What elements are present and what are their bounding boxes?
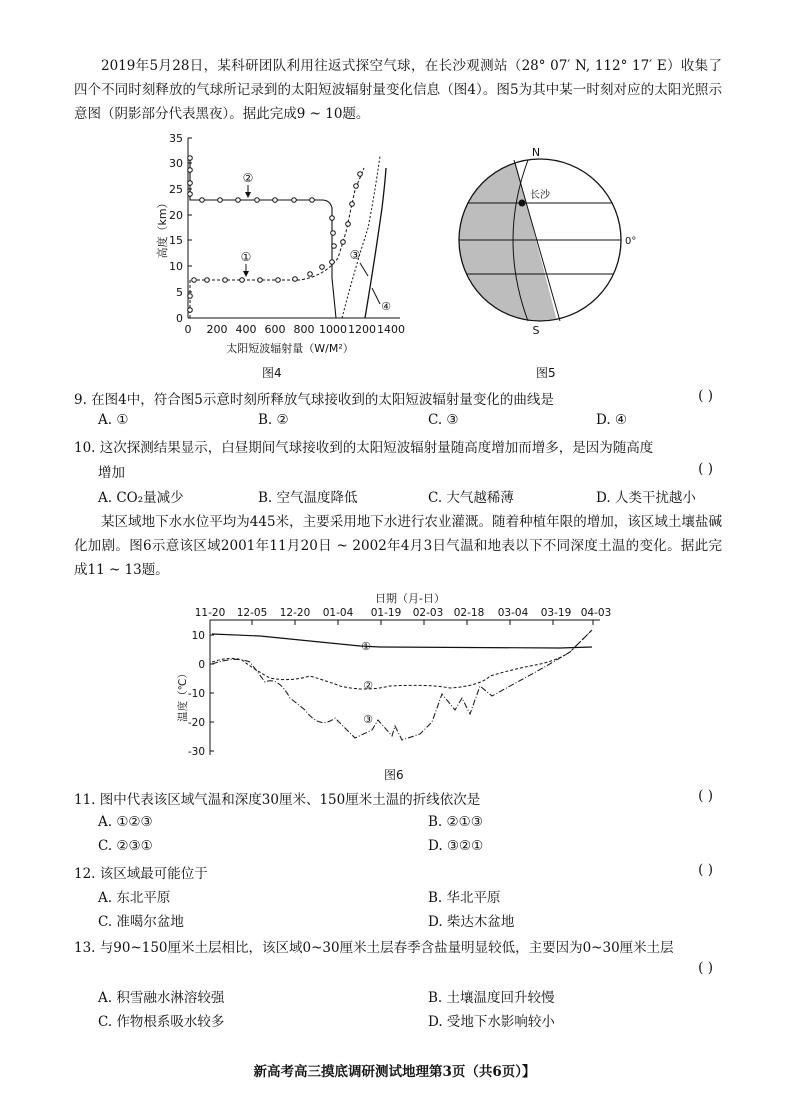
q9-option-d[interactable]: D. ④ [596,412,628,428]
fig4-curve-1 [190,168,364,318]
fig4-xtick: 400 [235,323,257,336]
fig6-date: 02-03 [412,607,444,619]
fig6-date: 03-19 [540,607,572,619]
fig6-ytick: -10 [187,688,205,700]
question-11-answer-box[interactable]: ( ) [698,788,713,804]
q11-option-b[interactable]: B. ②①③ [428,814,483,830]
fig4-curve-2-markers [188,156,337,249]
q10-option-c[interactable]: C. 大气越稀薄 [428,490,514,506]
fig6-ytick: 0 [198,659,205,671]
intro-paragraph-2: 某区域地下水水位平均为445米，主要采用地下水进行农业灌溉。随着种植年限的增加，该区域土壤盐碱化加剧。图6示意该区域2001年11月20日 ~ 2002年4月3日气温和地表以下不同深度土温的变化。据此完成11 ~ 13题。 [74,514,722,578]
fig4-ytick: 5 [176,286,183,299]
fig4-xtick: 200 [206,323,228,336]
fig4-ytick: 15 [169,234,183,247]
q13-option-a[interactable]: A. 积雪融水淋溶较强 [98,990,225,1006]
q11-option-c[interactable]: C. ②③① [98,838,153,854]
fig4-ytick: 10 [169,260,183,273]
figure-5-diagram [450,140,650,340]
intro-paragraph-1: 2019年5月28日，某科研团队利用往返式探空气球，在长沙观测站（28° 07′ N, 112° 17′ E）收集了四个不同时刻释放的气球所记录到的太阳短波辐射量变化信息（图4）。图5为其中某一时刻对应的太阳光照示意图（阴影部分代表黑夜）。据此完成9 ~ 10题。 [74,58,722,122]
fig4-xtick: 800 [293,323,315,336]
fig6-ylabel: 温度（℃） [177,668,189,722]
figure-4-chart [150,128,420,358]
q11-option-d[interactable]: D. ③②① [428,838,484,854]
q10-option-a[interactable]: A. CO₂量减少 [98,490,184,506]
fig4-x-ticks [185,323,406,336]
fig6-caption: 图6 [384,768,404,782]
figure-6-chart [177,590,620,765]
fig4-label-1: ① [240,250,252,264]
fig6-date: 01-04 [322,607,354,619]
page-footer: 新高考高三摸底调研测试地理第3页（共6页）】 [253,1064,536,1080]
question-10-answer-box[interactable]: ( ) [698,461,713,477]
fig4-xtick: 0 [184,323,192,336]
q10-option-b[interactable]: B. 空气温度降低 [258,490,358,506]
fig6-curve-3 [212,630,592,740]
q9-option-b[interactable]: B. ② [258,412,289,428]
fig6-date: 01-19 [370,607,402,619]
fig6-date: 12-05 [236,607,268,619]
question-10-stem: 10. 这次探测结果显示，白昼期间气球接收到的太阳短波辐射量随高度增加而增多，是因为随高度 [74,440,654,456]
q10-option-d[interactable]: D. 人类干扰越小 [596,490,696,506]
q12-option-d[interactable]: D. 柴达木盆地 [428,914,515,930]
question-9-stem: 9. 在图4中，符合图5示意时刻所释放气球接收到的太阳短波辐射量变化的曲线是 [74,392,554,408]
fig4-ytick: 35 [169,132,183,145]
fig5-south: S [532,324,540,337]
fig6-ytick: -20 [187,717,205,729]
fig5-equator: 0° [625,236,637,247]
fig6-date: 04-03 [580,607,612,619]
q12-option-b[interactable]: B. 华北平原 [428,890,501,906]
fig4-xlabel: 太阳短波辐射量（W/M²） [226,342,354,355]
question-13-stem: 13. 与90~150厘米土层相比，该区域0~30厘米土层春季含盐量明显较低，主要因为0~30厘米土层 [74,940,674,956]
question-10-stem-cont: 增加 [98,465,125,481]
fig5-north: N [531,146,541,159]
q9-option-c[interactable]: C. ③ [428,412,459,428]
q13-option-d[interactable]: D. 受地下水影响较小 [428,1014,555,1030]
fig4-caption: 图4 [262,366,282,380]
fig4-ytick: 20 [169,209,183,222]
fig6-date: 12-20 [279,607,311,619]
question-12-answer-box[interactable]: ( ) [698,862,713,878]
q13-option-c[interactable]: C. 作物根系吸水较多 [98,1014,225,1030]
question-11-stem: 11. 图中代表该区域气温和深度30厘米、150厘米土温的折线依次是 [74,792,481,808]
q13-option-b[interactable]: B. 土壤温度回升较慢 [428,990,555,1006]
fig6-label-1: ① [361,640,371,653]
fig4-xtick: 1200 [348,323,376,336]
q11-option-a[interactable]: A. ①②③ [98,814,153,830]
question-13-answer-box[interactable]: ( ) [698,960,713,976]
fig4-ytick: 30 [169,157,183,170]
fig4-ylabel: 高度（km） [156,197,169,259]
fig4-label-2: ② [242,171,254,185]
fig6-curve-2 [212,630,592,689]
fig4-ytick: 0 [176,312,183,325]
fig4-curve-2 [190,158,336,318]
fig6-ytick: -30 [187,746,205,758]
q9-option-a[interactable]: A. ① [98,412,129,428]
changsha-point [519,200,526,207]
fig6-curve-1 [212,634,592,648]
fig4-label-3: ③ [349,248,361,262]
fig6-date: 03-04 [497,607,529,619]
q12-option-c[interactable]: C. 准噶尔盆地 [98,914,184,930]
fig6-ytick: 10 [191,630,205,642]
fig4-label-4: ④ [381,300,391,313]
fig4-xtick: 1000 [319,323,347,336]
question-12-stem: 12. 该区域最可能位于 [74,866,208,882]
question-9-answer-box[interactable]: ( ) [698,388,713,404]
fig6-title: 日期（月-日） [375,592,445,605]
fig5-caption: 图5 [536,366,556,380]
fig6-label-3: ③ [363,713,373,726]
fig5-city-label: 长沙 [530,190,550,201]
q12-option-a[interactable]: A. 东北平原 [98,890,171,906]
fig6-date: 11-20 [194,607,226,619]
fig6-date: 02-18 [453,607,485,619]
fig4-xtick: 1400 [377,323,405,336]
fig4-curve-1-markers [188,172,363,313]
fig6-label-2: ② [363,679,373,692]
fig4-ytick: 25 [169,183,183,196]
fig4-xtick: 600 [264,323,286,336]
